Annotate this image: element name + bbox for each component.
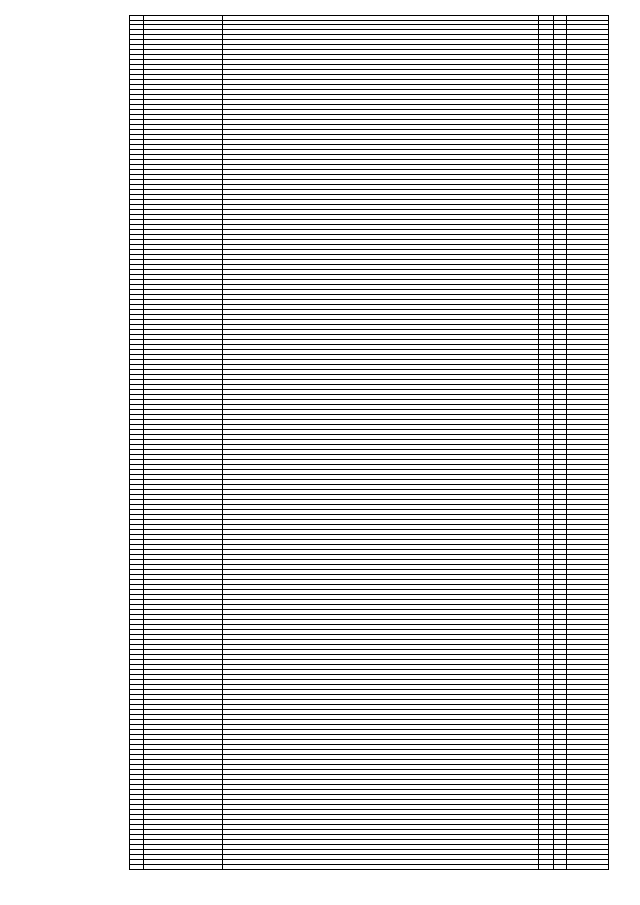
data-table [129, 15, 609, 870]
table-rows [130, 20, 608, 869]
table-row-rule [130, 865, 608, 870]
